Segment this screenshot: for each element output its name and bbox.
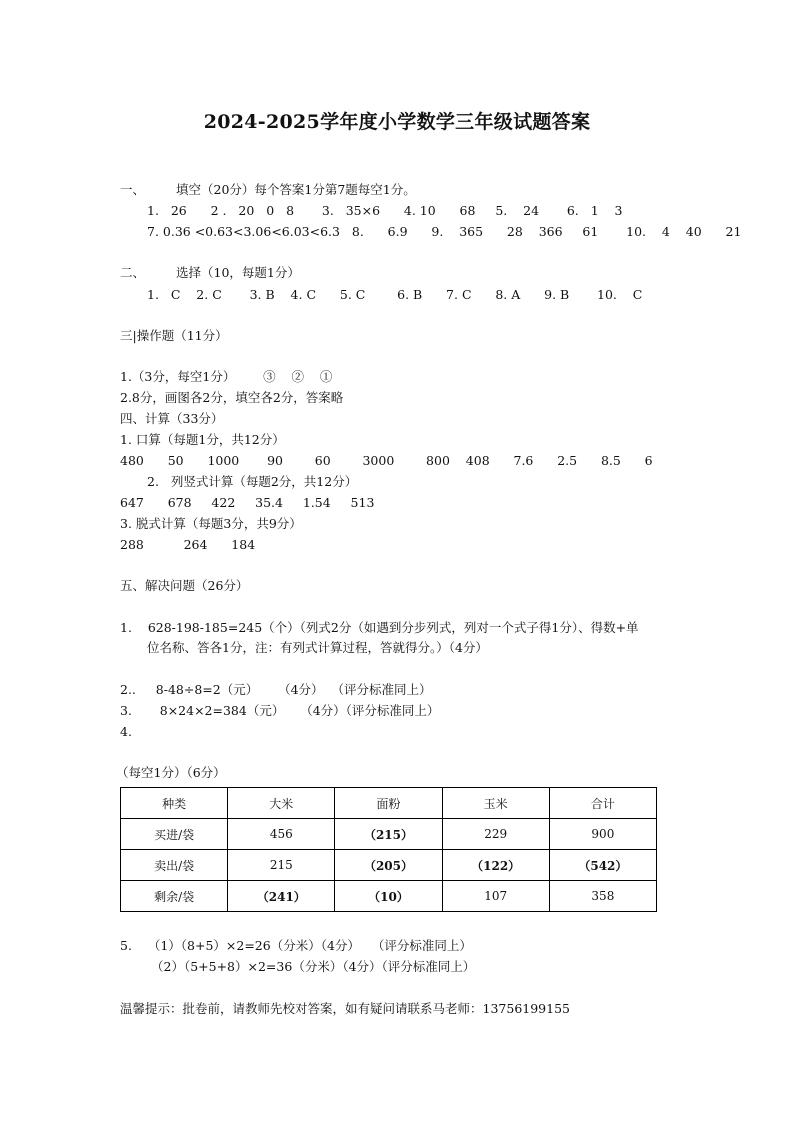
section5-q1-line2: 位名称、答各1分，注：有列式计算过程，答就得分。）（4分） [147, 640, 488, 655]
table-cell: 剩余/袋 [121, 881, 228, 912]
table-header-row [121, 788, 657, 819]
table-cell: （241） [228, 881, 335, 912]
section5-q4-note: （每空1分）（6分） [116, 765, 226, 780]
table-header-cell: 玉米 [442, 788, 549, 819]
section1-heading: 填空（20分）每个答案1分第7题每空1分。 [176, 182, 416, 197]
footer-note: 温馨提示：批卷前，请教师先校对答案，如有疑问请联系马老师：13756199155 [120, 1001, 570, 1016]
section2-number: 二、 [120, 265, 146, 280]
table-header-cell: 面粉 [335, 788, 442, 819]
table-cell: 卖出/袋 [121, 850, 228, 881]
table-cell: （122） [442, 850, 549, 881]
section3-line1: 1.（3分，每空1分） ③ ② ① [120, 369, 333, 384]
table-cell: 215 [228, 850, 335, 881]
table-cell: 229 [442, 819, 549, 850]
section5-q3: 3. 8×24×2=384（元） （4分）（评分标准同上） [120, 703, 440, 718]
section4-row3: 288 264 184 [120, 537, 256, 552]
table-cell: 358 [549, 881, 656, 912]
table-row [121, 819, 657, 850]
table-cell: 107 [442, 881, 549, 912]
section5-q1-line1: 1. 628-198-185=245（个）（列式2分（如遇到分步列式，列对一个式子得1分）、得数+单 [120, 620, 639, 635]
section5-q5-line2: （2）（5+5+8）×2=36（分米）（4分）（评分标准同上） [151, 959, 476, 974]
page-title: 2024-2025学年度小学数学三年级试题答案 [203, 111, 591, 133]
section4-row2: 647 678 422 35.4 1.54 513 [120, 495, 375, 510]
table-cell: （10） [335, 881, 442, 912]
table-header-cell: 大米 [228, 788, 335, 819]
table-header-cell: 合计 [549, 788, 656, 819]
section2-answers-row1: 1. C 2. C 3. B 4. C 5. C 6. B 7. C 8. A 9. B 10. C [147, 287, 643, 302]
section5-q4: 4. [120, 724, 132, 739]
section5-heading: 五、解决问题（26分） [120, 578, 249, 593]
section4-row1: 480 50 1000 90 60 3000 800 408 7.6 2.5 8.5 6 [120, 453, 653, 468]
section1-answers-row2: 7. 0.36 <0.63<3.06<6.03<6.3 8. 6.9 9. 365 28 366 61 10. 4 40 21 [147, 224, 742, 239]
section4-heading: 四、计算（33分） [120, 411, 224, 426]
section4-sub3: 3. 脱式计算（每题3分，共9分） [120, 516, 302, 531]
table-cell: （215） [335, 819, 442, 850]
section5-q5-line1: 5. （1）（8+5）×2=26（分米）（4分） （评分标准同上） [120, 938, 472, 953]
section3-heading: 三|操作题（11分） [120, 328, 228, 343]
section4-sub1: 1. 口算（每题1分，共12分） [120, 432, 285, 447]
table-row [121, 850, 657, 881]
section4-sub2: 2. 列竖式计算（每题2分，共12分） [147, 474, 358, 489]
table-header-cell: 种类 [121, 788, 228, 819]
section1-number: 一、 [120, 182, 146, 197]
section5-q2: 2.. 8-48÷8=2（元） （4分） （评分标准同上） [120, 682, 432, 697]
section3-line2: 2.8分，画图各2分，填空各2分，答案略 [120, 390, 344, 405]
table-row [121, 881, 657, 912]
table-cell: （205） [335, 850, 442, 881]
table-cell: （542） [549, 850, 656, 881]
table-cell: 买进/袋 [121, 819, 228, 850]
table-cell: 456 [228, 819, 335, 850]
section1-answers-row1: 1. 26 2 . 20 0 8 3. 35×6 4. 10 68 5. 24 6. 1 3 [147, 203, 623, 218]
answer-table [120, 787, 657, 912]
section2-heading: 选择（10，每题1分） [176, 265, 300, 280]
table-cell: 900 [549, 819, 656, 850]
